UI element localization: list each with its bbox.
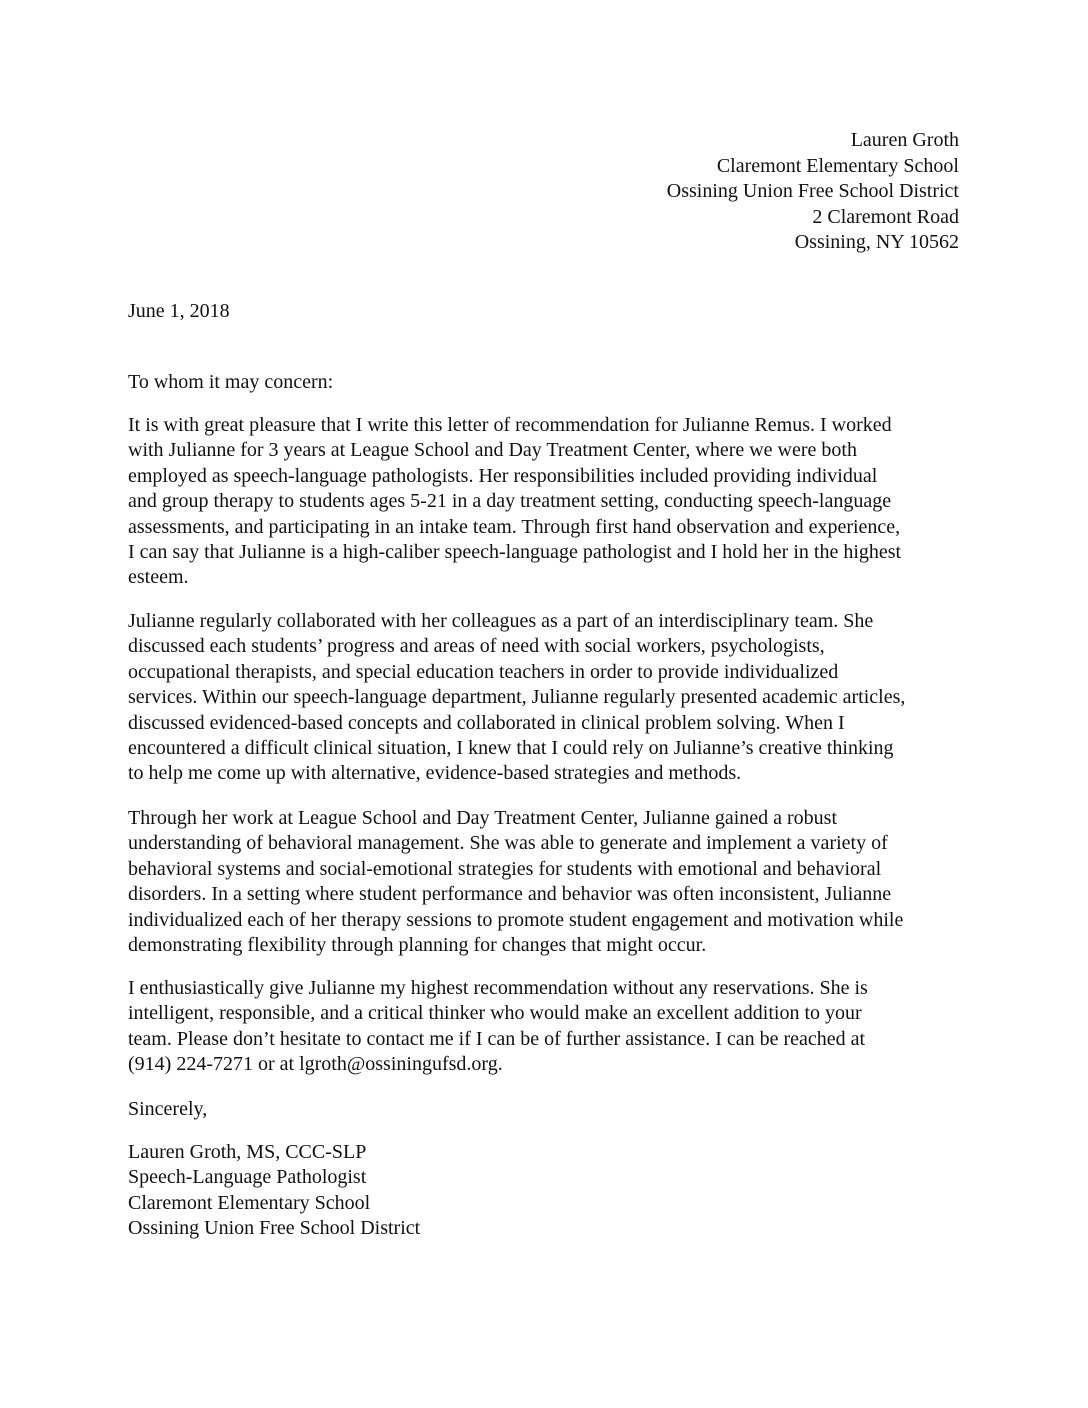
paragraph-line: services. Within our speech-language department, Julianne regularly presented academic articles, (128, 686, 906, 709)
paragraph-line: assessments, and participating in an intake team. Through first hand observation and experience, (128, 515, 901, 538)
signature-school: Claremont Elementary School (128, 1191, 371, 1214)
paragraph-line: encountered a difficult clinical situation, I knew that I could rely on Julianne’s creative thinking (128, 737, 894, 760)
paragraph-line: disorders. In a setting where student performance and behavior was often inconsistent, Julianne (128, 883, 892, 906)
sender-city-state-zip: Ossining, NY 10562 (794, 231, 959, 253)
paragraph-line: I enthusiastically give Julianne my highest recommendation without any reservations. She is (128, 977, 868, 999)
paragraph-line: (914) 224-7271 or at lgroth@ossiningufsd.org. (128, 1053, 503, 1076)
paragraph-line: I can say that Julianne is a high-caliber speech-language pathologist and I hold her in the highest (128, 541, 902, 564)
closing: Sincerely, (128, 1098, 208, 1120)
signature-name: Lauren Groth, MS, CCC-SLP (128, 1141, 367, 1163)
paragraph-line: intelligent, responsible, and a critical thinker who would make an excellent addition to your (128, 1002, 862, 1025)
paragraph-line: Julianne regularly collaborated with her colleagues as a part of an interdisciplinary team. She (128, 610, 874, 632)
paragraph-line: demonstrating flexibility through planning for changes that might occur. (128, 934, 707, 957)
paragraph-line: and group therapy to students ages 5-21 in a day treatment setting, conducting speech-language (128, 490, 892, 513)
body-paragraph-2 (128, 609, 963, 787)
sender-district: Ossining Union Free School District (666, 180, 959, 202)
sender-street: 2 Claremont Road (812, 205, 959, 228)
paragraph-line: employed as speech-language pathologists. Her responsibilities included providing individual (128, 464, 878, 487)
paragraph-line: It is with great pleasure that I write this letter of recommendation for Julianne Remus. I worked (128, 414, 892, 436)
paragraph-line: with Julianne for 3 years at League School and Day Treatment Center, where we were both (128, 439, 857, 462)
sender-school: Claremont Elementary School (716, 154, 959, 177)
signature-block (128, 1140, 420, 1241)
paragraph-line: Through her work at League School and Day Treatment Center, Julianne gained a robust (128, 807, 838, 829)
paragraph-line: occupational therapists, and special education teachers in order to provide individualized (128, 660, 839, 683)
paragraph-line: esteem. (128, 566, 189, 589)
paragraph-line: discussed evidenced-based concepts and collaborated in clinical problem solving. When I (128, 711, 845, 734)
signature-district: Ossining Union Free School District (128, 1216, 421, 1239)
paragraph-line: discussed each students’ progress and areas of need with social workers, psychologists, (128, 635, 825, 658)
sender-name: Lauren Groth (850, 129, 959, 151)
body-paragraph-3 (128, 806, 963, 958)
paragraph-line: to help me come up with alternative, evidence-based strategies and methods. (128, 762, 742, 785)
paragraph-line: individualized each of her therapy sessions to promote student engagement and motivation while (128, 908, 904, 931)
body-paragraph-4 (128, 976, 963, 1078)
body-paragraph-1 (128, 413, 963, 591)
paragraph-line: understanding of behavioral management. She was able to generate and implement a variety of (128, 832, 888, 855)
paragraph-line: team. Please don’t hesitate to contact me if I can be of further assistance. I can be reached at (128, 1027, 866, 1050)
letter-date: June 1, 2018 (128, 300, 230, 322)
salutation: To whom it may concern: (128, 371, 334, 393)
sender-address-block (667, 128, 959, 256)
signature-title: Speech-Language Pathologist (128, 1166, 367, 1189)
paragraph-line: behavioral systems and social-emotional strategies for students with emotional and behavioral (128, 857, 882, 880)
